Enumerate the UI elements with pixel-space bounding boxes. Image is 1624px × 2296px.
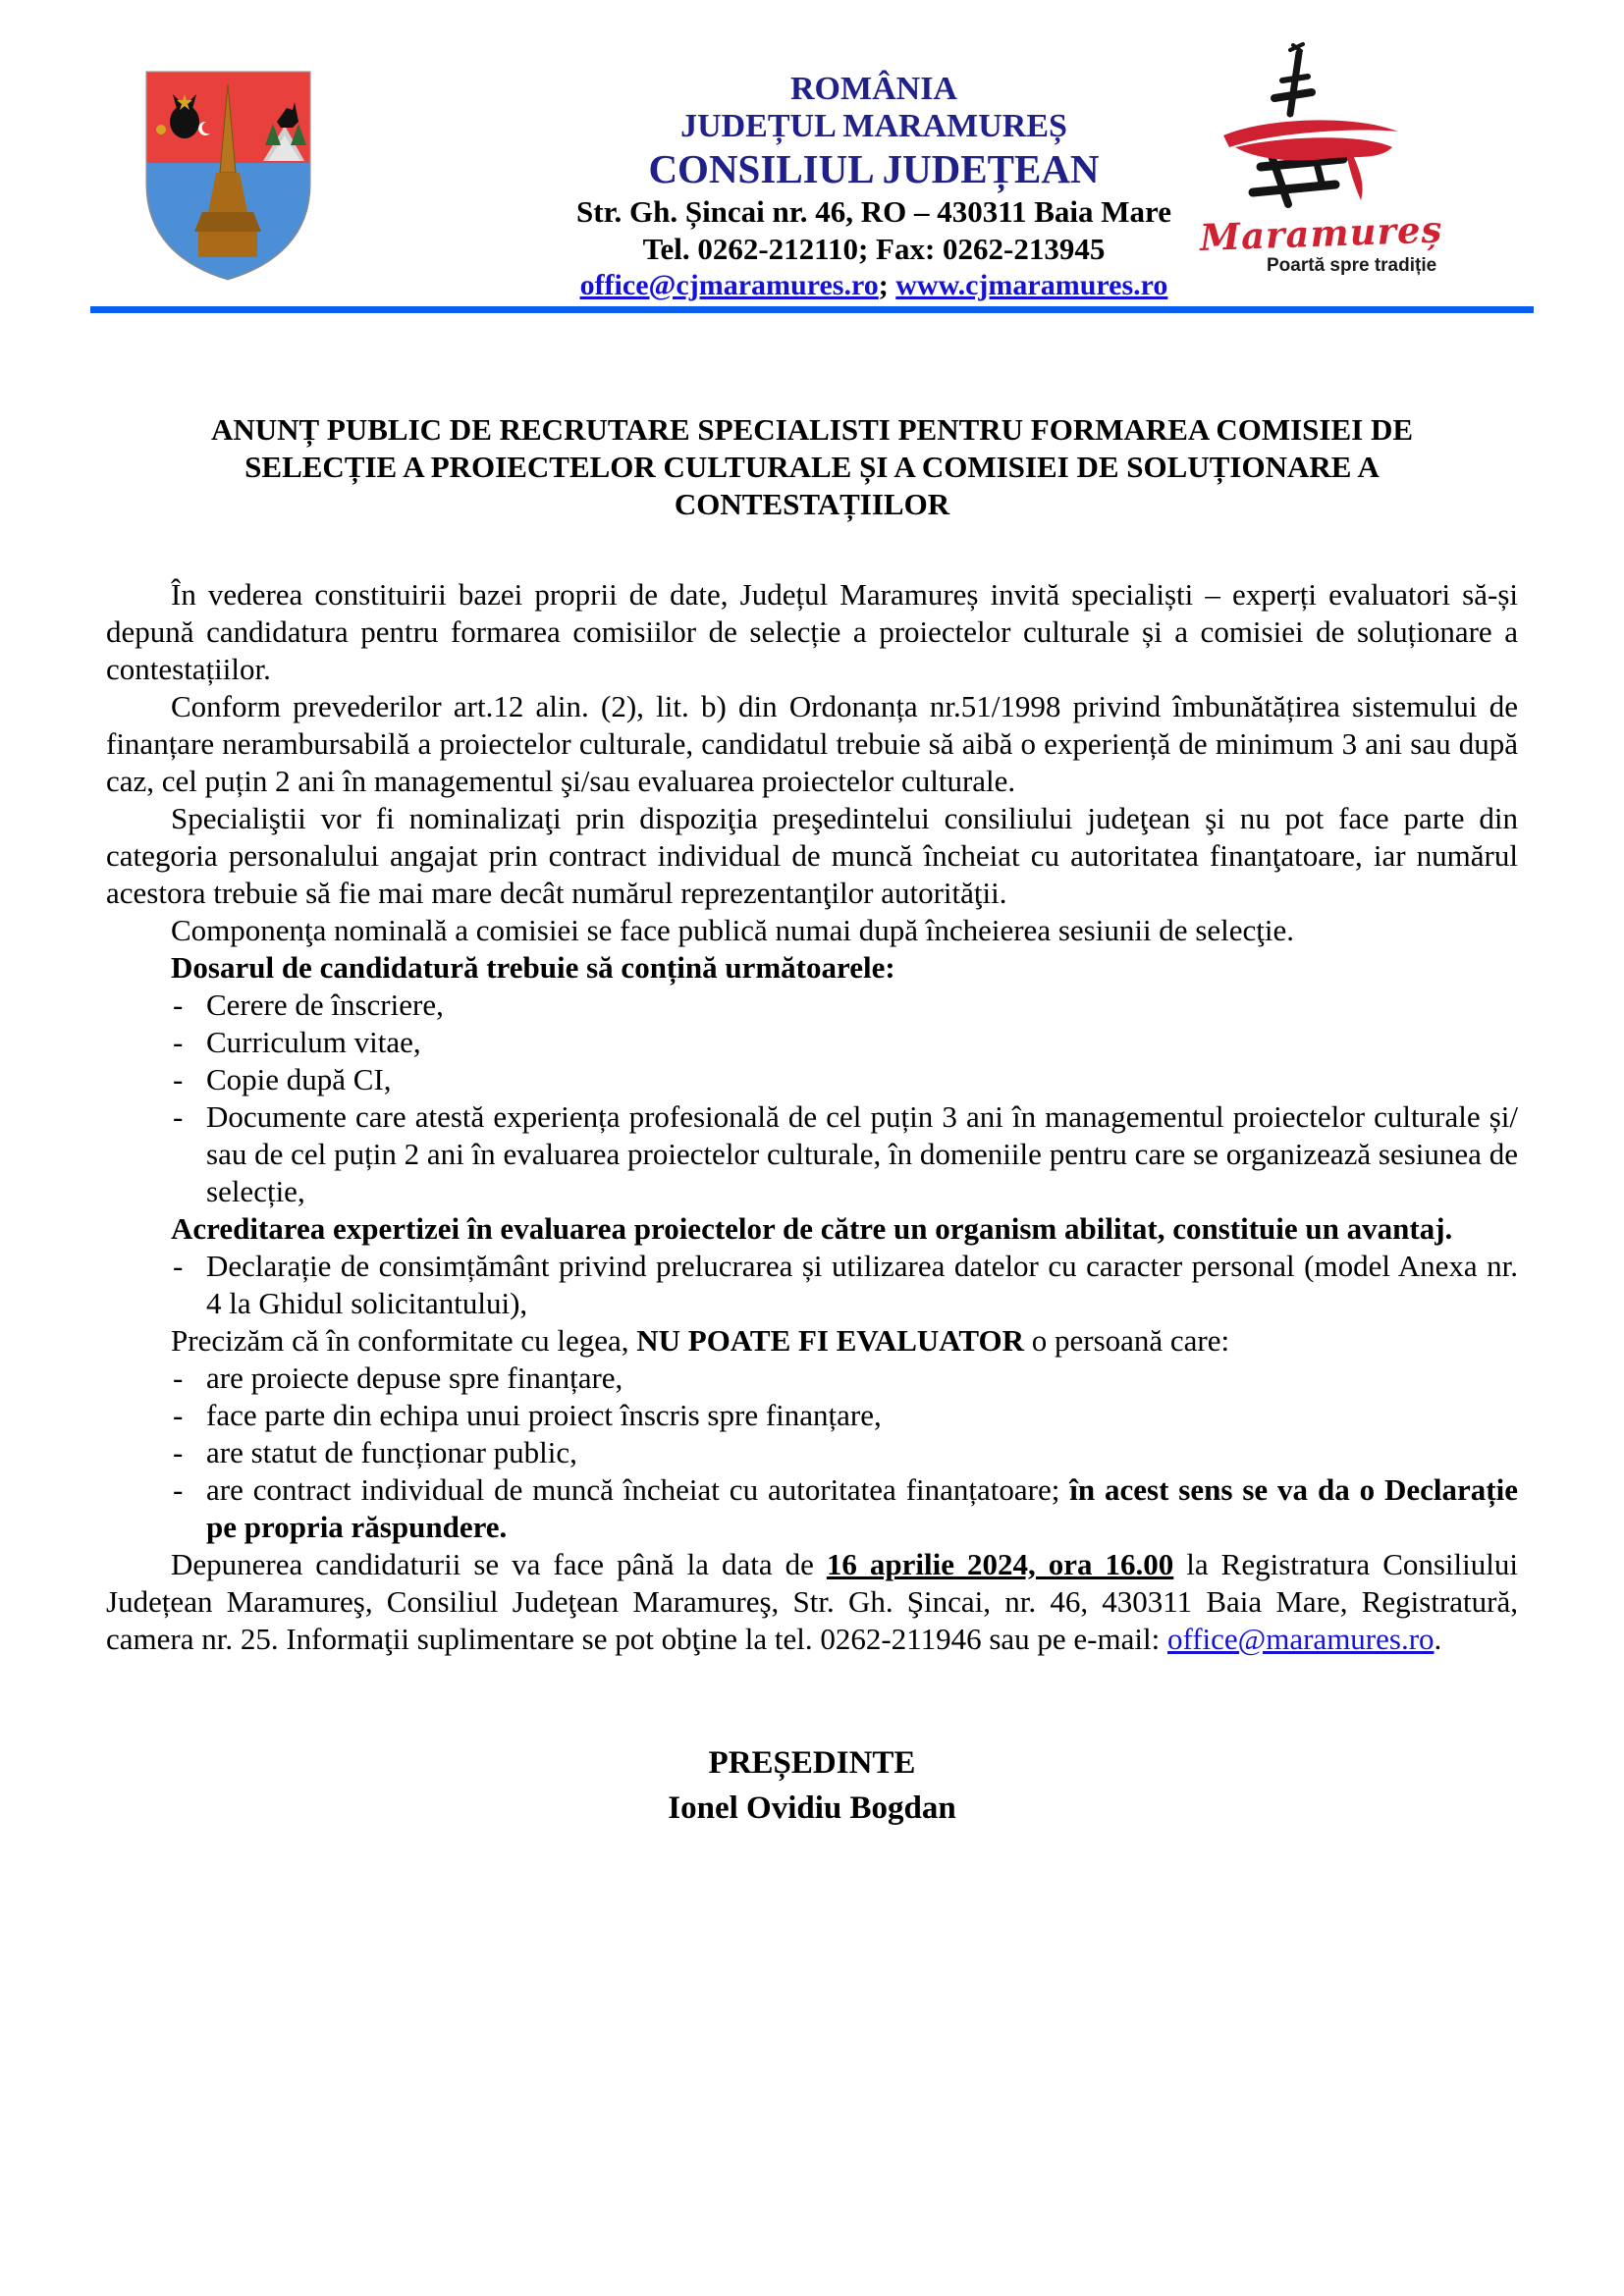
maramures-coat-of-arms-icon: [137, 65, 319, 289]
phone-fax: Tel. 0262-212110; Fax: 0262-213945: [642, 231, 1106, 266]
consent-list: [106, 1248, 1518, 1322]
list-item: - Declarație de consimțământ privind prelucrarea și utilizarea datelor cu caracter personal (model Anexa nr. 4 la Ghidul solicitantului),: [106, 1248, 1518, 1322]
wooden-church-sketch-icon: [1206, 37, 1412, 214]
signer-name: Ionel Ovidiu Bogdan: [668, 1790, 956, 1826]
logo-brand-text: Maramureș: [1199, 207, 1444, 260]
list-item: - Curriculum vitae,: [106, 1024, 1518, 1061]
postal-address: Str. Gh. Șincai nr. 46, RO – 430311 Baia Mare: [576, 194, 1171, 230]
dossier-heading: Dosarul de candidatură trebuie să conțină următoarele:: [171, 950, 895, 985]
list-item: - are contract individual de muncă încheiat cu autoritatea finanțatoare; în acest sens se va da o Declarație pe propria răspundere.: [106, 1471, 1518, 1546]
paragraph-deadline: Depunerea candidaturii se va face până la data de 16 aprilie 2024, ora 16.00 la Registratura Consiliului Județean Maramureş, Consiliul Judeţean Maramureş, Str. Gh. Şincai, nr. 46, 430311 Baia Mare, Registratură, camera nr. 25. Informaţii suplimentare se pot obţine la tel. 0262-211946 sau pe e-mail: office@maramures.ro.: [106, 1547, 1518, 1656]
paragraph-legal-basis: Conform prevederilor art.12 alin. (2), lit. b) din Ordonanța nr.51/1998 privind îmbunătățirea sistemului de finanțare nerambursabilă a proiectelor culturale, candidatul trebuie să aibă o experiență de minimum 3 ani sau după caz, cel puțin 2 ani în managementul şi/sau evaluarea proiectelor culturale.: [106, 689, 1518, 798]
link-separator: ;: [878, 268, 896, 301]
accreditation-note: Acreditarea expertizei în evaluarea proiectelor de către un organism abilitat, constituie un avantaj.: [171, 1211, 1453, 1246]
list-item: - face parte din echipa unui proiect înscris spre finanțare,: [106, 1397, 1518, 1434]
paragraph-intro: În vederea constituirii bazei proprii de date, Județul Maramureș invită specialiști – experți evaluatori să-și depună candidatura pentru formarea comisiilor de selecție a proiectelor culturale și a comisiei de soluționare a contestațiilor.: [106, 577, 1518, 686]
council-name: CONSILIUL JUDEȚEAN: [648, 146, 1100, 192]
dash-bullet-icon: -: [173, 1472, 184, 1507]
country-name: ROMÂNIA: [790, 71, 957, 107]
title-line-2: SELECȚIE A PROIECTELOR CULTURALE ȘI A COMISIEI DE SOLUȚIONARE A: [244, 450, 1380, 484]
dash-bullet-icon: -: [173, 1398, 184, 1432]
not-evaluator-emphasis: NU POATE FI EVALUATOR: [636, 1323, 1024, 1358]
announcement-title: [0, 411, 1624, 523]
paragraph-publication: Componenţa nominală a comisiei se face publică numai după încheierea sesiunii de selecţie.: [171, 913, 1295, 947]
body-email-link[interactable]: office@maramures.ro: [1166, 1622, 1435, 1656]
deadline-date: 16 aprilie 2024, ora 16.00: [826, 1547, 1174, 1581]
dash-bullet-icon: -: [173, 1361, 184, 1395]
paragraph-nomination: Specialiştii vor fi nominalizaţi prin dispoziţia preşedintelui consiliului judeţean şi nu pot face parte din categoria personalului angajat prin contract individual de muncă încheiat cu autoritatea finanţatoare, iar numărul acestora trebuie să fie mai mare decât numărul reprezentanţilor autorităţii.: [106, 801, 1518, 910]
header-website-link[interactable]: www.cjmaramures.ro: [895, 268, 1168, 301]
title-line-1: ANUNȚ PUBLIC DE RECRUTARE SPECIALISTI PENTRU FORMAREA COMISIEI DE: [210, 412, 1414, 447]
list-item: - Copie după CI,: [106, 1061, 1518, 1098]
letterhead: [0, 0, 1624, 302]
evaluator-restriction-intro: Precizăm că în conformitate cu legea, NU POATE FI EVALUATOR o persoană care:: [171, 1323, 1230, 1358]
announcement-body: [106, 576, 1518, 1658]
signature-block: [0, 1740, 1624, 1831]
dash-bullet-icon: -: [173, 1249, 184, 1283]
title-line-3: CONTESTAȚIILOR: [674, 487, 950, 521]
header-divider: [90, 306, 1534, 313]
dash-bullet-icon: -: [173, 1062, 184, 1096]
dash-bullet-icon: -: [173, 1025, 184, 1059]
logo-tagline: Poartă spre tradiție: [1267, 255, 1437, 276]
county-name: JUDEȚUL MARAMUREȘ: [680, 108, 1067, 145]
signer-role: PREȘEDINTE: [708, 1745, 916, 1781]
maramures-tourism-logo: [1199, 37, 1444, 294]
header-email-link[interactable]: office@cjmaramures.ro: [579, 268, 879, 301]
exclusion-list: [106, 1360, 1518, 1546]
dash-bullet-icon: -: [173, 1435, 184, 1469]
list-item: - are proiecte depuse spre finanțare,: [106, 1360, 1518, 1397]
dash-bullet-icon: -: [173, 988, 184, 1022]
list-item: - are statut de funcționar public,: [106, 1434, 1518, 1471]
list-item: - Documente care atestă experiența profesională de cel puțin 3 ani în managementul proiectelor culturale și/ sau de cel puțin 2 ani în evaluarea proiectelor culturale, în domeniile pentru care se organizează sesiunea de selecție,: [106, 1098, 1518, 1210]
declaration-emphasis: în acest sens se va da o Declarație pe propria răspundere.: [206, 1472, 1518, 1544]
dash-bullet-icon: -: [173, 1099, 184, 1134]
list-item: - Cerere de înscriere,: [106, 987, 1518, 1024]
dossier-list: [106, 987, 1518, 1210]
